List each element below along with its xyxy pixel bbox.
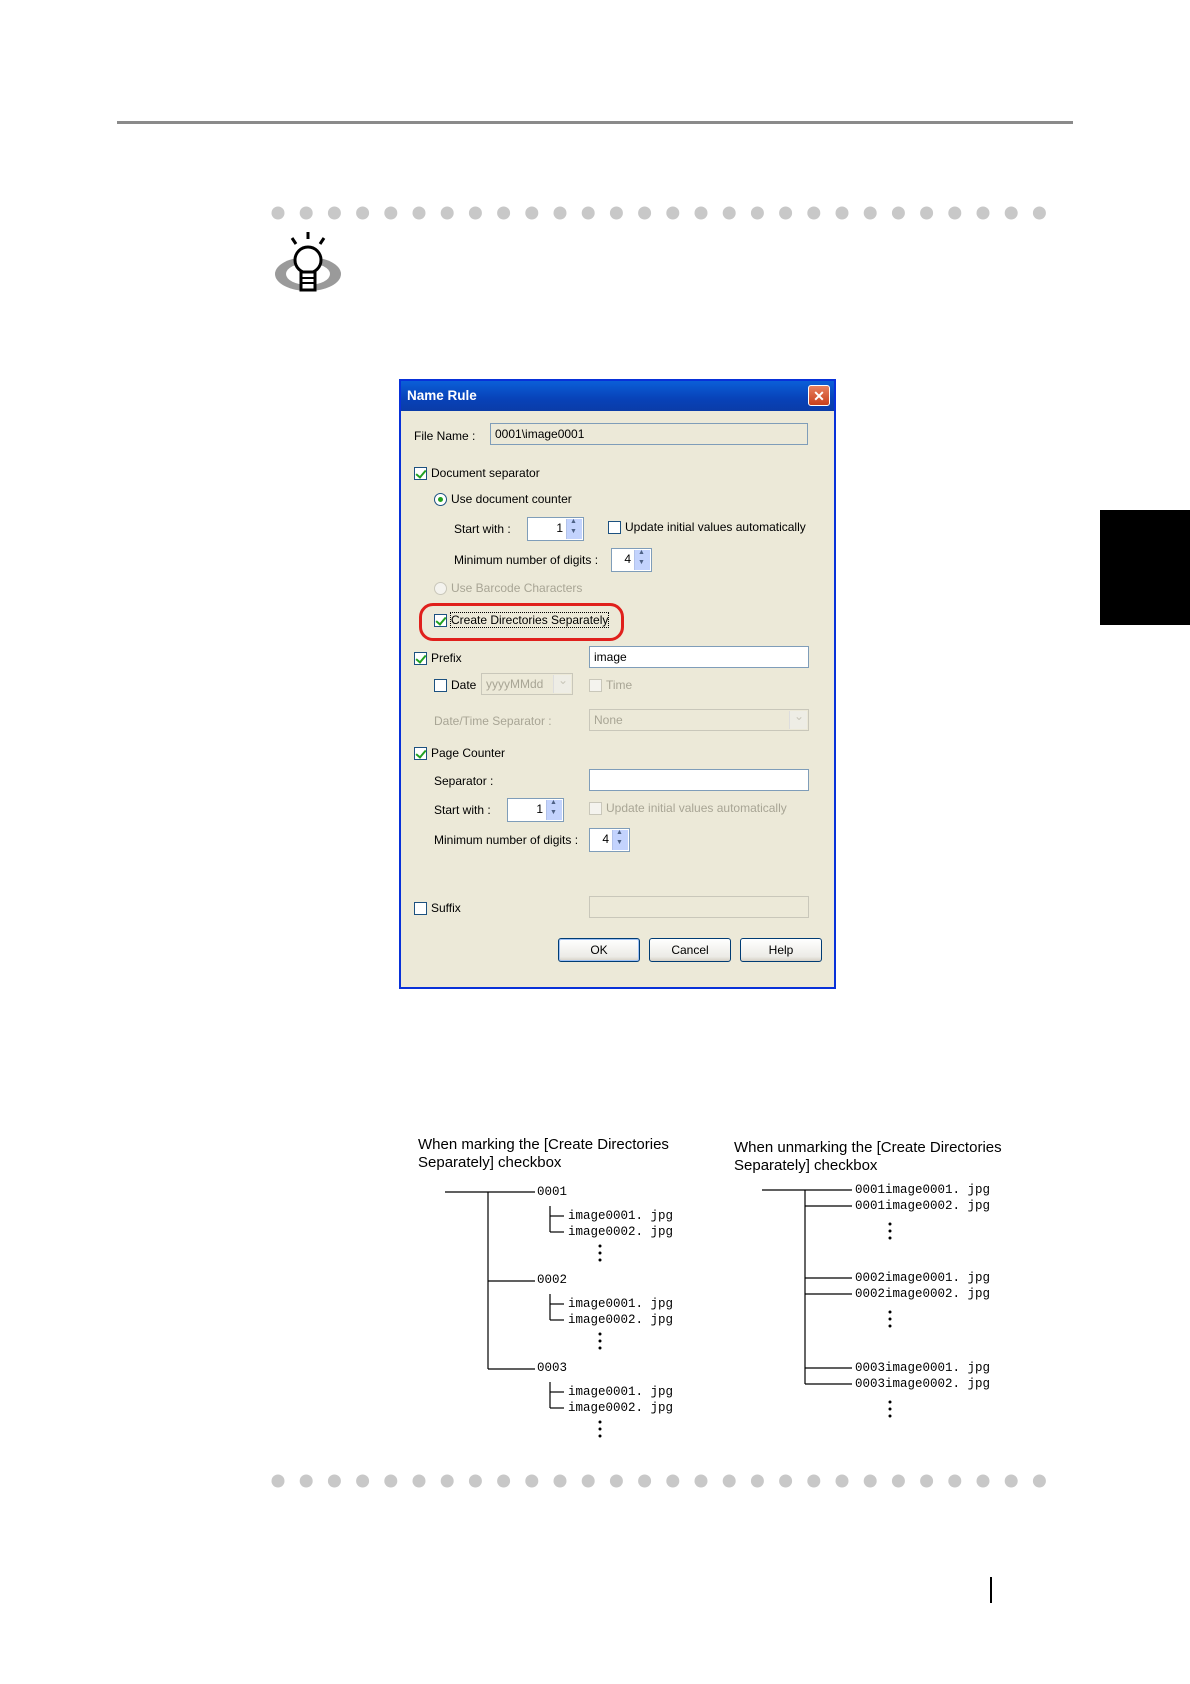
stepper-arrows-icon[interactable] (546, 800, 562, 820)
dt-separator-value: None (594, 713, 623, 727)
dialog-titlebar (401, 381, 834, 411)
min-digits-value: 4 (624, 552, 631, 566)
file-label: image0001. jpg (568, 1209, 674, 1223)
suffix-input[interactable] (589, 896, 809, 918)
chapter-tab (1100, 510, 1190, 625)
suffix-label: Suffix (431, 901, 461, 915)
caption-unmarking-line1: When unmarking the [Create Directories (734, 1139, 1002, 1156)
folder-label: 0001 (537, 1185, 568, 1199)
stepper-arrows-icon[interactable] (612, 830, 628, 850)
create-directories-checkbox[interactable] (434, 614, 447, 627)
separator-label: Separator : (434, 774, 494, 788)
suffix-checkbox[interactable] (414, 902, 427, 915)
folder-label: 0002 (537, 1273, 568, 1287)
close-icon[interactable]: ✕ (808, 385, 830, 406)
caption-marking (418, 1136, 669, 1172)
page-counter-checkbox[interactable] (414, 747, 427, 760)
time-checkbox[interactable] (589, 679, 602, 692)
document-separator-label: Document separator (431, 466, 540, 480)
start-with-value: 1 (556, 521, 563, 535)
prefix-input[interactable]: image (589, 646, 809, 668)
dialog-title: Name Rule (407, 388, 477, 403)
update-initial-checkbox[interactable] (608, 521, 621, 534)
pc-start-with-stepper[interactable] (507, 798, 564, 822)
file-name-field: 0001\image0001 (490, 423, 808, 445)
ok-button[interactable]: OK (558, 938, 640, 962)
pc-start-with-value: 1 (536, 802, 543, 816)
file-label: image0001. jpg (568, 1385, 674, 1399)
dt-separator-label: Date/Time Separator : (434, 714, 552, 728)
create-directories-label: Create Directories Separately (451, 613, 609, 627)
folder-label: 0003 (537, 1361, 568, 1375)
file-label: image0002. jpg (568, 1225, 674, 1239)
file-label: image0001. jpg (568, 1297, 674, 1311)
start-with-label: Start with : (454, 522, 511, 536)
use-barcode-label: Use Barcode Characters (451, 581, 583, 595)
dt-separator-select[interactable] (589, 709, 809, 731)
prefix-label: Prefix (431, 651, 462, 665)
min-digits-label: Minimum number of digits : (454, 553, 599, 567)
stepper-arrows-icon[interactable] (566, 519, 582, 539)
document-separator-checkbox[interactable] (414, 467, 427, 480)
use-barcode-radio[interactable] (434, 582, 447, 595)
page-number-bar (990, 1577, 992, 1603)
stepper-arrows-icon[interactable] (634, 550, 650, 570)
time-label: Time (606, 678, 633, 692)
prefix-checkbox[interactable] (414, 652, 427, 665)
dropdown-arrow-icon (789, 711, 807, 729)
caption-marking-line2: Separately] checkbox (418, 1154, 562, 1171)
dotted-divider-top (270, 205, 1060, 221)
pc-start-with-label: Start with : (434, 803, 491, 817)
pc-min-digits-label: Minimum number of digits : (434, 833, 579, 847)
date-checkbox[interactable] (434, 679, 447, 692)
file-label: 0003image0001. jpg (855, 1361, 991, 1375)
update-initial-label: Update initial values automatically (625, 520, 806, 534)
start-with-stepper[interactable] (527, 517, 584, 541)
date-format-value: yyyyMMdd (486, 677, 544, 691)
file-label: image0002. jpg (568, 1401, 674, 1415)
pc-min-digits-value: 4 (602, 832, 609, 846)
file-label: 0001image0001. jpg (855, 1183, 991, 1197)
lightbulb-hint-icon (270, 230, 346, 302)
file-label: 0003image0002. jpg (855, 1377, 991, 1391)
min-digits-stepper[interactable] (611, 548, 652, 572)
page-counter-label: Page Counter (431, 746, 506, 760)
pc-min-digits-stepper[interactable] (589, 828, 630, 852)
caption-unmarking (734, 1139, 1002, 1175)
name-rule-dialog (399, 379, 836, 989)
file-label: image0002. jpg (568, 1313, 674, 1327)
pc-update-initial-label: Update initial values automatically (606, 801, 787, 815)
dropdown-arrow-icon (553, 675, 571, 693)
use-document-counter-label: Use document counter (451, 492, 572, 506)
cancel-button[interactable]: Cancel (649, 938, 731, 962)
header-rule (117, 121, 1073, 124)
dotted-divider-bottom (270, 1473, 1060, 1489)
file-name-label: File Name : (414, 429, 476, 443)
date-format-select[interactable] (481, 673, 573, 695)
date-label: Date (451, 678, 477, 692)
caption-unmarking-line2: Separately] checkbox (734, 1157, 878, 1174)
help-button[interactable]: Help (740, 938, 822, 962)
use-document-counter-radio[interactable] (434, 493, 447, 506)
caption-marking-line1: When marking the [Create Directories (418, 1136, 669, 1153)
file-label: 0002image0001. jpg (855, 1271, 991, 1285)
file-label: 0001image0002. jpg (855, 1199, 991, 1213)
separator-input[interactable] (589, 769, 809, 791)
pc-update-initial-checkbox[interactable] (589, 802, 602, 815)
file-label: 0002image0002. jpg (855, 1287, 991, 1301)
